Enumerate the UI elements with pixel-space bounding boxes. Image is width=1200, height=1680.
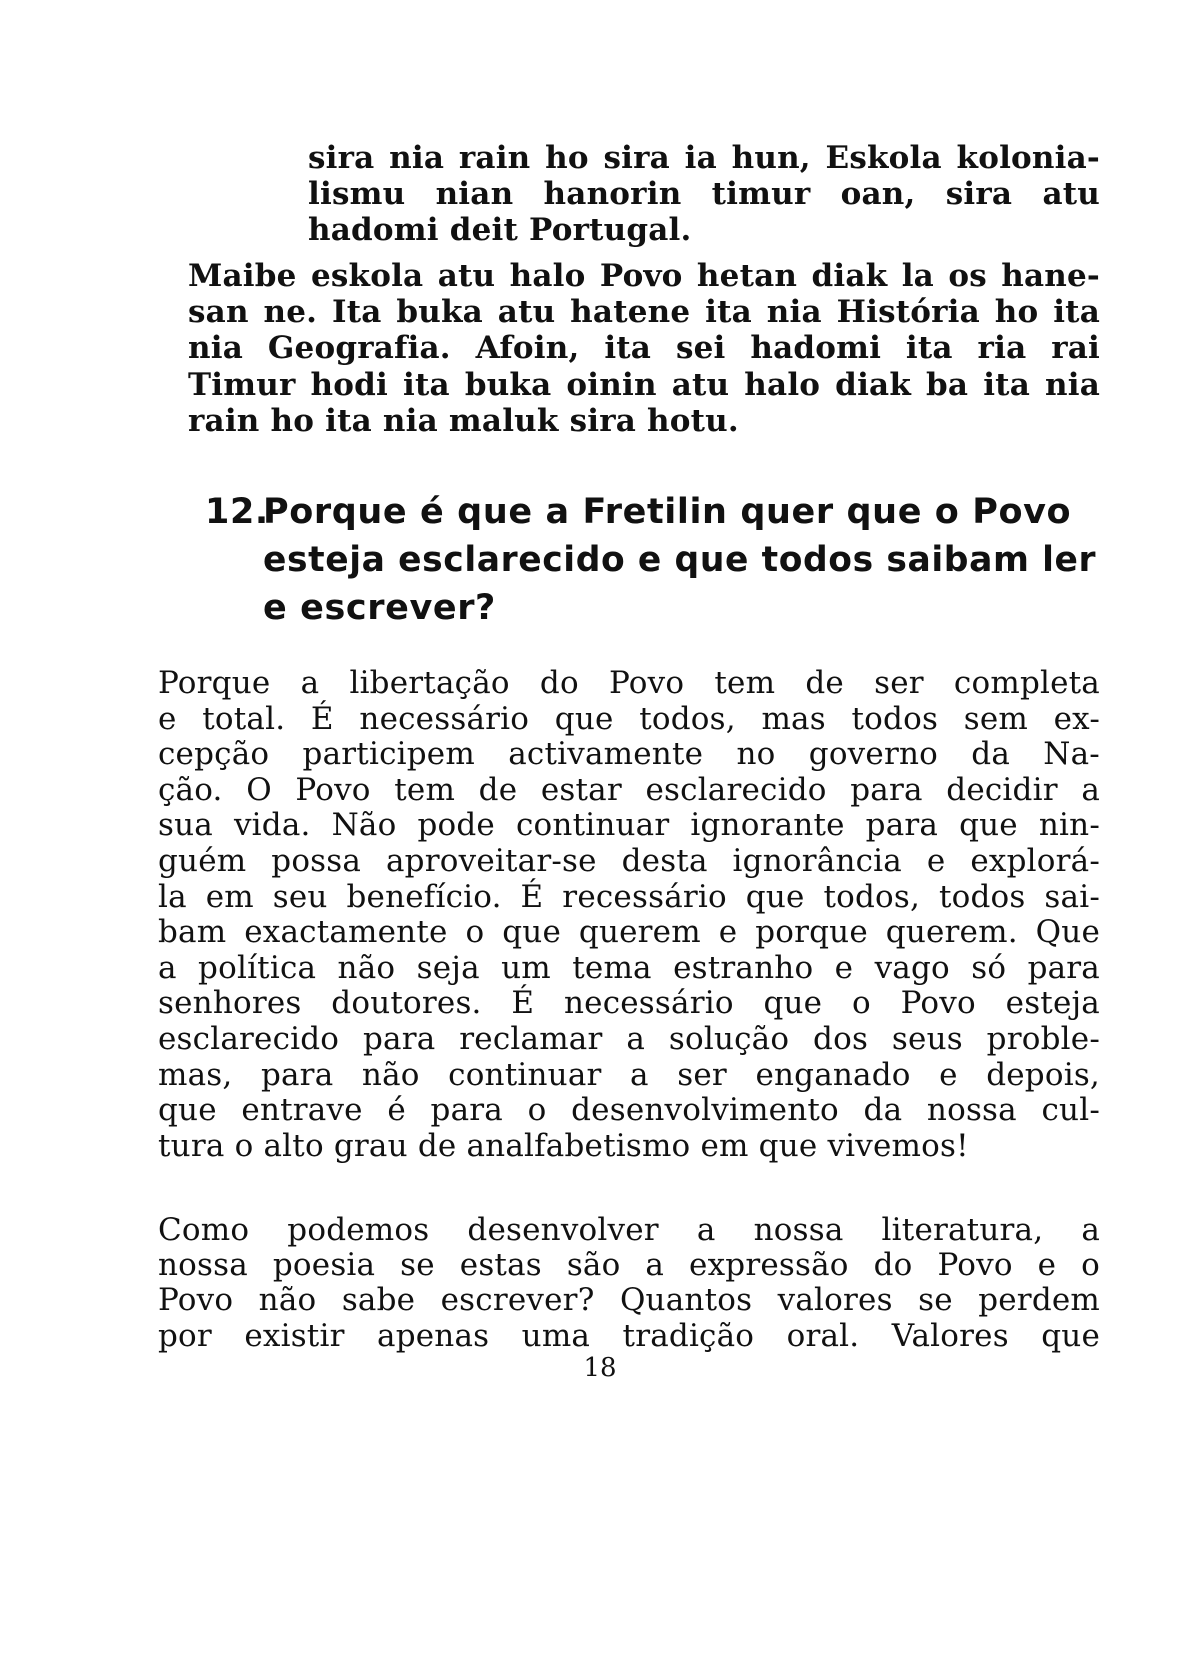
text-line: sira nia rain ho sira ia hun, Eskola kolonia- [308, 140, 1100, 176]
text-line: Como podemos desenvolver a nossa literatura, a [158, 1212, 1100, 1248]
text-line: Porque a libertação do Povo tem de ser completa [158, 665, 1100, 701]
text-line: la em seu benefício. É recessário que todos, todos sai- [158, 878, 1100, 915]
text-line: Povo não sabe escrever? Quantos valores se perdem [158, 1282, 1100, 1319]
text-line: Timur hodi ita buka oinin atu halo diak ba ita nia [188, 366, 1100, 403]
text-line: sua vida. Não pode continuar ignorante para que nin- [158, 807, 1100, 844]
page-number: 18 [583, 1353, 617, 1383]
text-line: tura o alto grau de analfabetismo em que vivemos! [158, 1127, 969, 1164]
text-line: que entrave é para o desenvolvimento da nossa cul- [158, 1092, 1100, 1129]
text-line: cepção participem activamente no governo da Na- [158, 736, 1100, 773]
text-line: mas, para não continuar a ser enganado e depois, [158, 1056, 1100, 1093]
title-line: esteja esclarecido e que todos saibam ler [263, 540, 1097, 580]
title-line: e escrever? [263, 588, 496, 628]
text-line: senhores doutores. É necessário que o Povo esteja [158, 985, 1100, 1022]
text-line: Maibe eskola atu halo Povo hetan diak la os hane- [188, 258, 1100, 294]
text-line: esclarecido para reclamar a solução dos seus proble- [158, 1020, 1100, 1057]
indented-paragraph [308, 140, 1100, 249]
text-line: guém possa aproveitar-se desta ignorância e explorá- [158, 842, 1100, 879]
text-line: a política não seja um tema estranho e vago só para [158, 949, 1100, 986]
text-line: nia Geografia. Afoin, ita sei hadomi ita ria rai [188, 330, 1100, 367]
paragraph [188, 258, 1100, 439]
paragraph [158, 1213, 1100, 1354]
text-line: bam exactamente o que querem e porque querem. Que [158, 914, 1100, 951]
text-line: nossa poesia se estas são a expressão do Povo e o [158, 1247, 1100, 1284]
text-line: lismu nian hanorin timur oan, sira atu [308, 176, 1100, 213]
text-line: por existir apenas uma tradição oral. Valores que [158, 1317, 1100, 1354]
text-line: hadomi deit Portugal. [308, 212, 692, 249]
text-line: rain ho ita nia maluk sira hotu. [188, 402, 739, 439]
section-title [263, 488, 1105, 632]
section-number: 12. [205, 492, 269, 532]
text-line: ção. O Povo tem de estar esclarecido para decidir a [158, 771, 1100, 808]
paragraph [158, 666, 1100, 1164]
text-line: e total. É necessário que todos, mas todos sem ex- [158, 700, 1100, 737]
title-line: Porque é que a Fretilin quer que o Povo [263, 492, 1072, 532]
text-line: san ne. Ita buka atu hatene ita nia História ho ita [188, 294, 1100, 331]
